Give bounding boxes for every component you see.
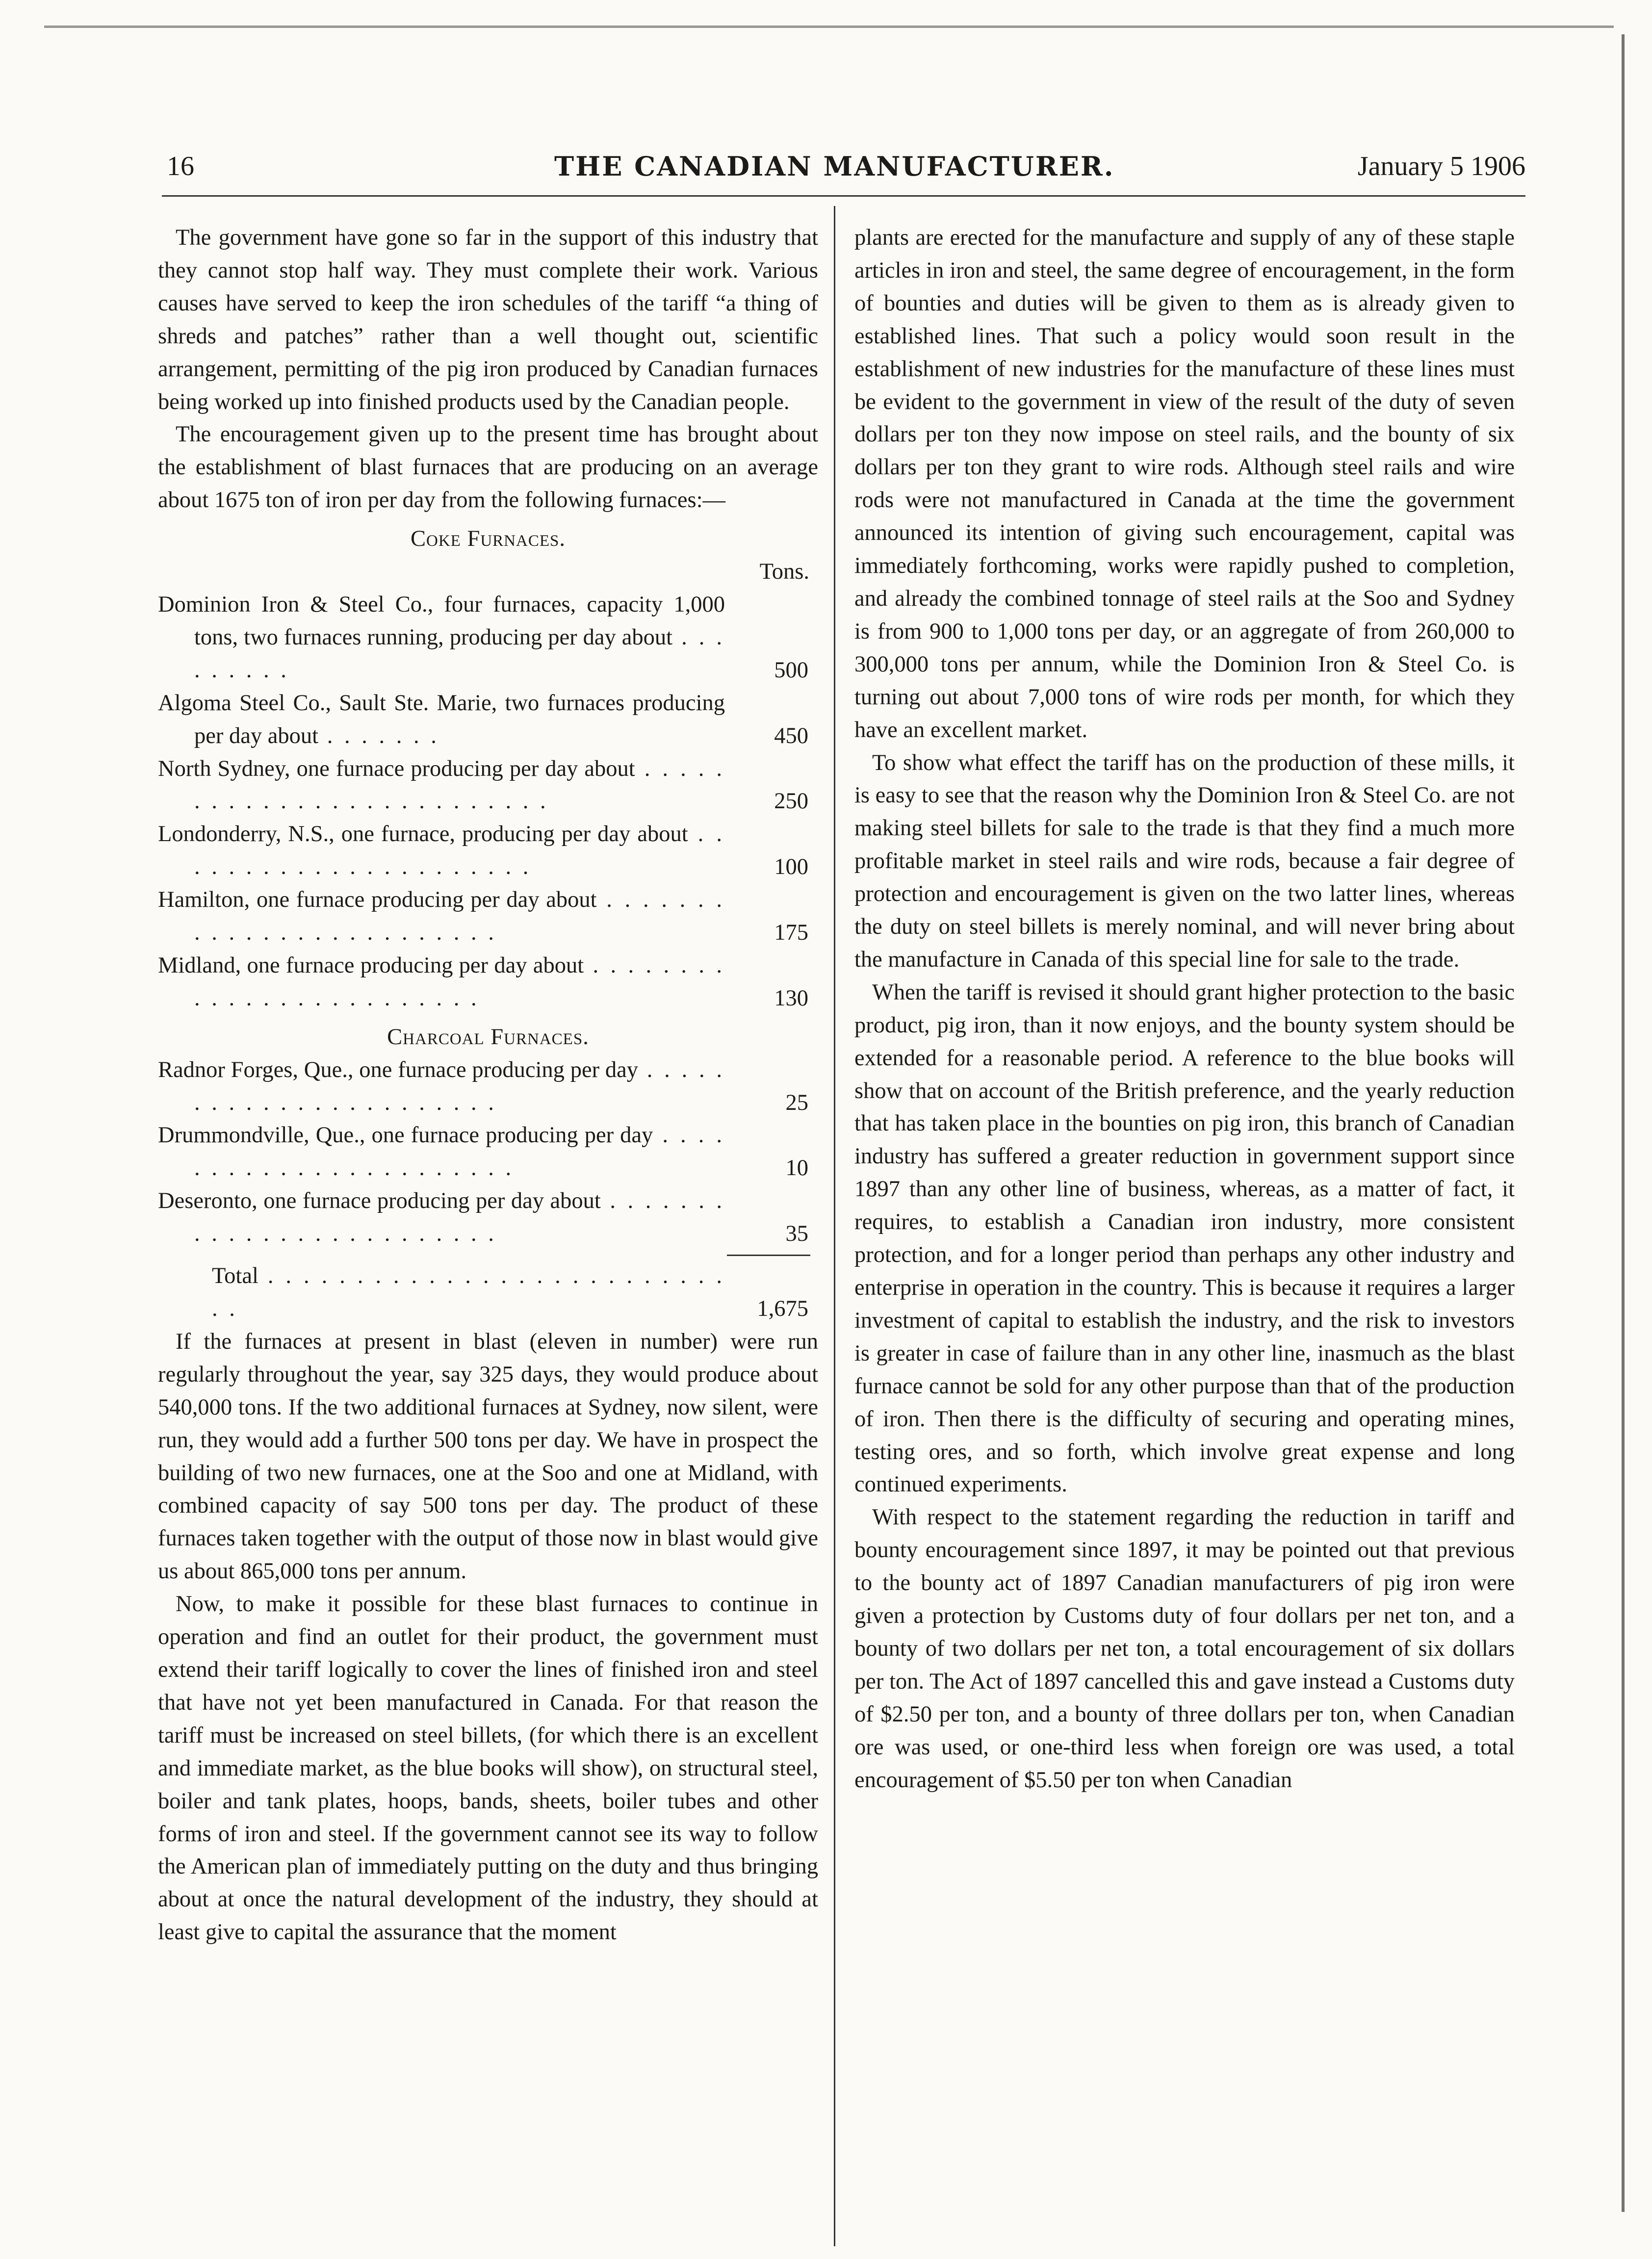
publication-title: THE CANADIAN MANUFACTURER. <box>554 151 1115 182</box>
top-edge-rule <box>44 26 1614 28</box>
furnace-tons: 500 <box>774 657 808 683</box>
paragraph: If the furnaces at present in blast (eleven in number) were run regularly throughout the year, say 325 days, they would produce about 540,000 tons. If the two additional furnaces at Sydney, now silent, were run, they would add a further 500 tons per day. We have in prospect the building of two new furnaces, one at the Soo and one at Midland, with combined capacity of say 500 tons per day. The product of these furnaces taken together with the output of those now in blast would give us about 865,000 tons per annum. <box>158 1329 818 1584</box>
right-column <box>854 222 1515 1797</box>
header-rule <box>162 195 1525 197</box>
page-number: 16 <box>167 151 194 181</box>
furnace-label: Dominion Iron & Steel Co., four furnaces, capacity 1,000 tons, two furnaces running, producing per day about <box>158 591 725 650</box>
furnace-tons: 10 <box>785 1155 808 1181</box>
furnace-label: Midland, one furnace producing per day about <box>158 952 584 978</box>
furnace-label: Algoma Steel Co., Sault Ste. Marie, two furnaces producing per day about <box>158 690 725 748</box>
furnace-label: Radnor Forges, Que., one furnace producing per day <box>158 1057 638 1082</box>
column-divider <box>834 206 835 2246</box>
total-rule <box>727 1255 810 1256</box>
furnace-row: Midland, one furnace producing per day about . . . . . . . . . . . . . . . . . . . . . . . . . 130 <box>158 950 818 1015</box>
furnace-label: Londonderry, N.S., one furnace, producing per day about <box>158 821 688 847</box>
furnace-row: North Sydney, one furnace producing per day about . . . . . . . . . . . . . . . . . . . . . . . . . . 250 <box>158 753 818 819</box>
total-label: Total <box>212 1263 258 1289</box>
total-tons: 1,675 <box>757 1296 808 1321</box>
coke-furnaces-heading: Coke Furnaces. <box>411 526 566 552</box>
page-header <box>162 147 1525 185</box>
furnace-tons: 130 <box>774 985 808 1011</box>
paragraph: plants are erected for the manufacture and supply of any of these staple articles in iron and steel, the same degree of encouragement, in the form of bounties and duties will be given to them as is already given to established lines. That such a policy would soon result in the establishment of new industries for the manufacture of these lines must be evident to the government in view of the result of the duty of seven dollars per ton they now impose on steel rails, and the bounty of six dollars per ton they grant to wire rods. Although steel rails and wire rods were not manufactured in Canada at the time the government announced its intention of giving such encouragement, capital was immediately forthcoming, works were rapidly pushed to completion, and already the combined tonnage of steel rails at the Soo and Sydney is from 900 to 1,000 tons per day, or an aggregate of from 260,000 to 300,000 tons per annum, while the Dominion Iron & Steel Co. is turning out about 7,000 tons of wire rods per month, for which they have an excellent market. <box>854 225 1515 743</box>
furnace-label: North Sydney, one furnace producing per day about <box>158 756 635 781</box>
furnace-row: Londonderry, N.S., one furnace, producing per day about . . . . . . . . . . . . . . . . . . . . . . 100 <box>158 818 818 884</box>
furnace-tons: 100 <box>774 854 808 880</box>
tons-column-heading: Tons. <box>759 559 809 585</box>
furnace-tons: 450 <box>774 723 808 748</box>
furnace-table <box>158 523 818 1326</box>
left-column <box>158 222 818 1949</box>
paragraph: With respect to the statement regarding the reduction in tariff and bounty encouragement since 1897, it may be pointed out that previous to the bounty act of 1897 Canadian manufacturers of pig iron were given a protection by Customs duty of four dollars per net ton, and a bounty of two dollars per net ton, a total encouragement of six dollars per ton. The Act of 1897 cancelled this and gave instead a Customs duty of $2.50 per ton, and a bounty of three dollars per ton, when Canadian ore was used, or one-third less when foreign ore was used, a total encouragement of $5.50 per ton when Canadian <box>854 1505 1515 1793</box>
furnace-tons: 175 <box>774 920 808 946</box>
furnace-row: Dominion Iron & Steel Co., four furnaces, capacity 1,000 tons, two furnaces running, producing per day about . . . . . . . . . 500 <box>158 589 818 687</box>
furnace-tons: 250 <box>774 789 808 814</box>
furnace-tons: 35 <box>785 1221 808 1247</box>
paragraph: Now, to make it possible for these blast furnaces to continue in operation and find an outlet for their product, the government must extend their tariff logically to cover the lines of finished iron and steel that have not yet been manufactured in Canada. For that reason the tariff must be increased on steel billets, (for which there is an excellent and immediate market, as the blue books will show), on structural steel, boiler and tank plates, hoops, bands, sheets, boiler tubes and other forms of iron and steel. If the government cannot see its way to follow the American plan of immediately putting on the duty and thus bringing about at once the natural development of the industry, they should at least give to capital the assurance that the moment <box>158 1592 818 1945</box>
paragraph: To show what effect the tariff has on the production of these mills, it is easy to see that the reason why the Dominion Iron & Steel Co. are not making steel billets for sale to the trade is that they find a much more profitable market in steel rails and wire rods, because a fair degree of protection and encouragement is given on the two latter lines, whereas the duty on steel billets is merely nominal, and will never bring about the manufacture in Canada of this special line for sale to the trade. <box>854 750 1515 972</box>
furnace-row: Algoma Steel Co., Sault Ste. Marie, two furnaces producing per day about . . . . . . . 450 <box>158 687 818 753</box>
furnace-tons: 25 <box>785 1090 808 1115</box>
furnace-label: Drummondville, Que., one furnace producing per day <box>158 1123 653 1148</box>
furnace-label: Deseronto, one furnace producing per day about <box>158 1188 601 1214</box>
furnace-row: Drummondville, Que., one furnace producing per day . . . . . . . . . . . . . . . . . . . . . . . 10 <box>158 1119 818 1185</box>
issue-date: January 5 1906 <box>1357 151 1525 181</box>
total-row: Total . . . . . . . . . . . . . . . . . . . . . . . . . . . . 1,675 <box>158 1260 818 1326</box>
furnace-label: Hamilton, one furnace producing per day about <box>158 887 597 913</box>
furnace-row: Deseronto, one furnace producing per day about . . . . . . . . . . . . . . . . . . . . . . . . . 35 <box>158 1185 818 1251</box>
paragraph: The encouragement given up to the present time has brought about the establishment of blast furnaces that are producing on an average about 1675 ton of iron per day from the following furnaces:— <box>158 422 818 513</box>
paragraph: The government have gone so far in the support of this industry that they cannot stop half way. They must complete their work. Various causes have served to keep the iron schedules of the tariff “a thing of shreds and patches” rather than a well thought out, scientific arrangement, permitting of the pig iron produced by Canadian furnaces being worked up into finished products used by the Canadian people. <box>158 225 818 414</box>
paragraph: When the tariff is revised it should grant higher protection to the basic product, pig iron, than it now enjoys, and the bounty system should be extended for a reasonable period. A reference to the blue books will show that on account of the British preference, and the yearly reduction that has taken place in the bounties on pig iron, this branch of Canadian industry has suffered a greater reduction in government support since 1897 than any other line of business, whereas, as a matter of fact, it requires, to establish a Canadian iron industry, more consistent protection, and for a longer period than perhaps any other industry and enterprise in operation in the country. This is because it requires a larger investment of capital to establish the industry, and the risk to investors is greater in case of failure than in any other line, inasmuch as the blast furnace cannot be sold for any other purpose than that of the production of iron. Then there is the difficulty of securing and operating mines, testing ores, and so forth, which involve great expense and long continued experiments. <box>854 979 1515 1497</box>
furnace-row: Radnor Forges, Que., one furnace producing per day . . . . . . . . . . . . . . . . . . . . . . . 25 <box>158 1054 818 1120</box>
charcoal-furnaces-heading: Charcoal Furnaces. <box>387 1024 589 1050</box>
furnace-row: Hamilton, one furnace producing per day about . . . . . . . . . . . . . . . . . . . . . . . . . 175 <box>158 884 818 950</box>
right-edge-rule <box>1622 34 1625 2212</box>
